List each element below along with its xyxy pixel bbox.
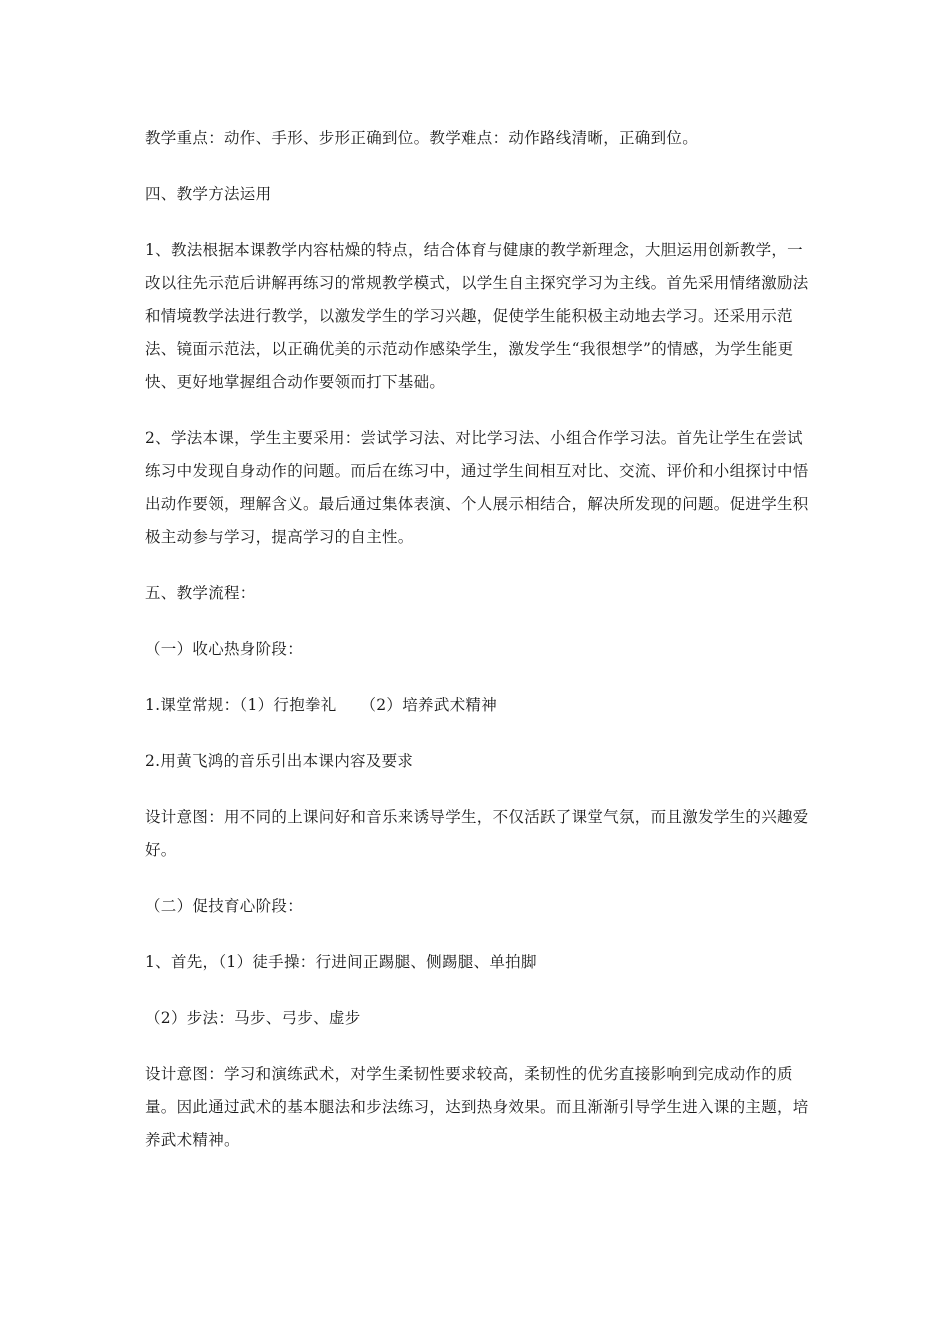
design-intent-paragraph-2: 设计意图：学习和演练武术，对学生柔韧性要求较高，柔韧性的优劣直接影响到完成动作的质量。因此通过武术的基本腿法和步法练习，达到热身效果。而且渐渐引导学生进入课的主题，培养武术精神。 — [145, 1065, 809, 1149]
footwork-item: （2）步法：马步、弓步、虚步 — [145, 1009, 361, 1027]
bare-hand-exercise-item: 1、首先，（1）徒手操：行进间正踢腿、侧踢腿、单拍脚 — [145, 953, 537, 971]
teaching-method-paragraph: 1、教法根据本课教学内容枯燥的特点，结合体育与健康的教学新理念，大胆运用创新教学，一改以往先示范后讲解再练习的常规教学模式，以学生自主探究学习为主线。首先采用情绪激励法和情境教学法进行教学，以激发学生的学习兴趣，促使学生能积极主动地去学习。还采用示范法、镜面示范法，以正确优美的示范动作感染学生，激发学生“我很想学”的情感，为学生能更快、更好地掌握组合动作要领而打下基础。 — [145, 241, 809, 391]
section-heading-process: 五、教学流程： — [145, 584, 256, 602]
learning-method-paragraph: 2、学法本课，学生主要采用：尝试学习法、对比学习法、小组合作学习法。首先让学生在尝试练习中发现自身动作的问题。而后在练习中，通过学生间相互对比、交流、评价和小组探讨中悟出动作要领，理解含义。最后通过集体表演、个人展示相结合，解决所发现的问题。促进学生积极主动参与学习，提高学习的自主性。 — [145, 429, 809, 546]
class-routine-item: 1.课堂常规：（1）行抱拳礼 （2）培养武术精神 — [145, 696, 498, 714]
document-body — [145, 122, 817, 1180]
stage-one-heading: （一）收心热身阶段： — [145, 640, 304, 658]
stage-two-heading: （二）促技育心阶段： — [145, 897, 304, 915]
section-heading-methods: 四、教学方法运用 — [145, 185, 272, 203]
teaching-focus-paragraph: 教学重点：动作、手形、步形正确到位。教学难点：动作路线清晰，正确到位。 — [145, 129, 699, 147]
music-intro-item: 2.用黄飞鸿的音乐引出本课内容及要求 — [145, 752, 414, 770]
design-intent-paragraph-1: 设计意图：用不同的上课问好和音乐来诱导学生，不仅活跃了课堂气氛，而且激发学生的兴趣爱好。 — [145, 808, 809, 859]
